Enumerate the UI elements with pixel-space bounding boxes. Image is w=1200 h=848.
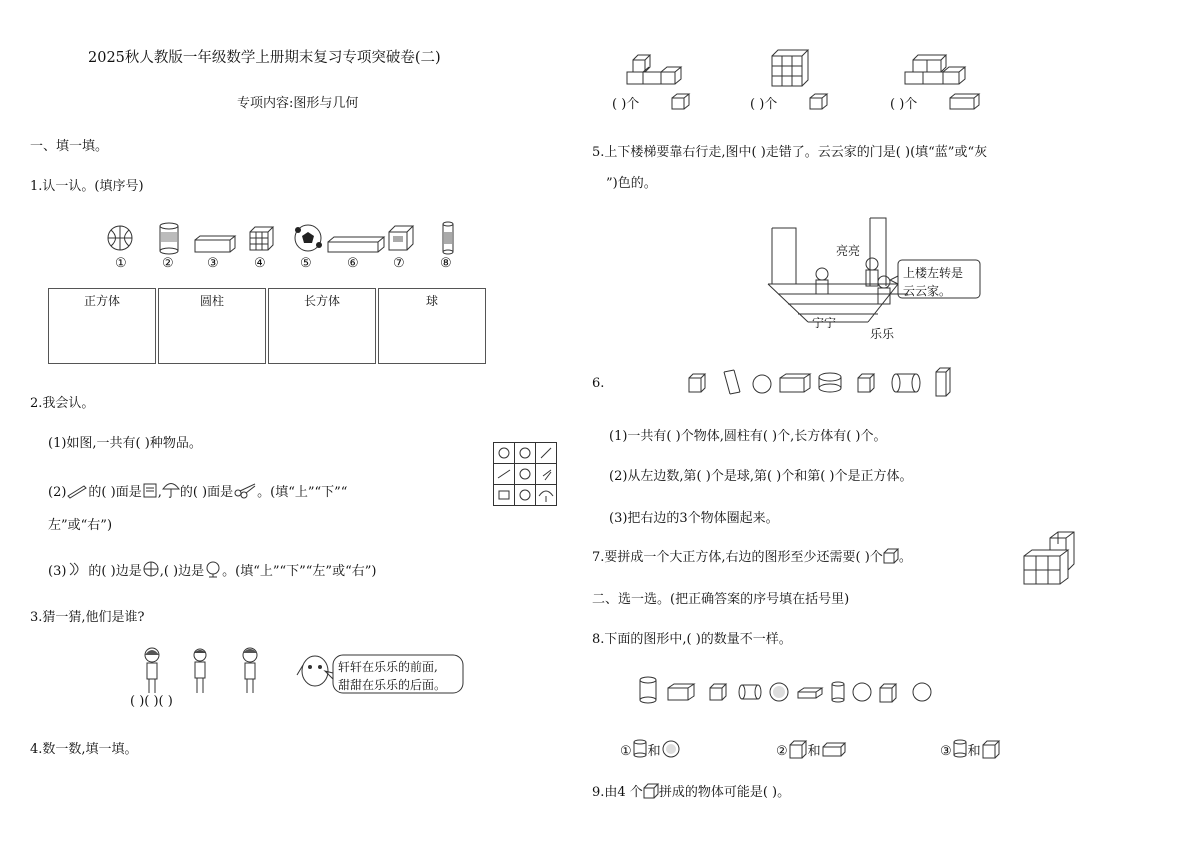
cuboid-icon — [821, 739, 847, 759]
and-text: 和 — [647, 744, 661, 759]
small-cube-icon — [808, 92, 830, 110]
question-8-shapes-row — [636, 676, 936, 708]
sphere-icon — [753, 375, 771, 393]
question-5-text-line-1: 5.上下楼梯要靠右行走,图中( )走错了。云云家的门是( )(填“蓝”或“灰 — [592, 145, 988, 160]
q4-blank-2: ( )个 — [750, 97, 778, 112]
object-number-4: ④ — [254, 256, 266, 271]
question-2-text: 2.我会认。 — [30, 396, 95, 411]
page-subtitle: 专项内容:图形与几何 — [237, 96, 359, 111]
long-box-cuboid-icon — [328, 237, 384, 252]
question-3-text: 3.猜一猜,他们是谁? — [30, 610, 145, 625]
scissors-icon — [233, 482, 257, 498]
question-2-part-1: (1)如图,一共有( )种物品。 — [48, 436, 202, 451]
small-cube-icon — [883, 548, 899, 564]
question-5-text-line-2: ”)色的。 — [606, 176, 657, 191]
cube-2-icon — [858, 374, 874, 392]
object-number-8: ⑧ — [440, 256, 452, 271]
globe-icon — [204, 561, 222, 577]
question-4-cube-stack-1 — [625, 50, 685, 86]
q3-bubble-line-2: 甜甜在乐乐的后面。 — [338, 678, 447, 692]
object-number-7: ⑦ — [393, 256, 405, 271]
q9-text-end: 拼成的物体可能是( )。 — [658, 785, 791, 800]
section-choose-heading: 二、选一选。(把正确答案的序号填在括号里) — [592, 592, 850, 607]
cuboid-icon — [780, 374, 810, 392]
question-1-text: 1.认一认。(填序号) — [30, 179, 144, 194]
classify-box-label: 正方体 — [83, 294, 120, 308]
cube-icon — [689, 374, 705, 392]
question-4-cube-stack-3 — [903, 50, 969, 86]
cube-icon — [981, 739, 1001, 759]
sphere-icon — [661, 739, 681, 759]
object-number-6: ⑥ — [347, 256, 359, 271]
classify-box-cylinder[interactable] — [158, 288, 266, 364]
q7-text-main: 7.要拼成一个大正方体,右边的图形至少还需要( )个 — [592, 550, 883, 565]
umbrella-icon — [162, 480, 180, 498]
name-ningning: 宁宁 — [812, 316, 837, 330]
object-number-1: ① — [115, 256, 127, 271]
small-cuboid-icon — [948, 92, 982, 110]
and-text: 和 — [967, 744, 981, 759]
question-7-cube-figure — [1020, 534, 1080, 586]
question-9-text — [592, 780, 790, 800]
question-4-cube-stack-2 — [768, 50, 818, 90]
option-number: ① — [620, 744, 632, 759]
classify-box-cuboid[interactable] — [268, 288, 376, 364]
q4-blank-1: ( )个 — [612, 97, 640, 112]
classify-box-label: 圆柱 — [199, 294, 224, 308]
question-2-part-3 — [48, 559, 376, 579]
mascot-icon — [297, 656, 328, 686]
pencil-icon — [66, 484, 88, 498]
blank-text: 的( )边是 — [88, 564, 142, 579]
section-fill-in-heading: 一、填一填。 — [30, 139, 109, 154]
q8-option-3[interactable] — [940, 735, 1001, 759]
classify-box-sphere[interactable] — [378, 288, 486, 364]
child-girl-2-icon — [243, 648, 257, 693]
q3-bubble-line-1: 轩轩在乐乐的前面, — [338, 660, 438, 674]
tilted-cylinder-icon — [724, 370, 740, 394]
tall-cuboid-icon — [936, 368, 950, 396]
question-6-part-2: (2)从左边数,第( )个是球,第( )个和第( )个是正方体。 — [609, 469, 913, 484]
question-4-text: 4.数一数,填一填。 — [30, 742, 138, 757]
q8-option-2[interactable] — [776, 735, 847, 759]
small-cube-icon — [643, 783, 659, 799]
question-2-part-2-cont: 左”或“右”) — [48, 518, 113, 533]
page-title: 2025秋人教版一年级数学上册期末复习专项突破卷(二) — [88, 50, 441, 66]
question-2-object-grid — [493, 442, 557, 506]
name-liangliang: 亮亮 — [836, 244, 861, 258]
object-number-3: ③ — [207, 256, 219, 271]
option-number: ② — [776, 744, 788, 759]
q4-blank-3: ( )个 — [890, 97, 918, 112]
question-6-part-3: (3)把右边的3个物体圈起来。 — [609, 511, 779, 526]
basketball-icon — [108, 226, 132, 250]
short-cylinder-icon — [819, 384, 841, 392]
cylinder-icon — [952, 739, 968, 759]
child-girl-icon — [145, 648, 159, 693]
hint-text: 。(填“上”“下”“左”或“右”) — [222, 564, 377, 579]
rubiks-cube-icon — [250, 227, 273, 250]
classify-box-cube[interactable] — [48, 288, 156, 364]
question-1-objects-figure — [100, 218, 470, 278]
ball-icon — [66, 561, 88, 577]
q9-text-start: 9.由4 个 — [592, 785, 643, 800]
object-number-5: ⑤ — [300, 256, 312, 271]
classify-box-label: 长方体 — [303, 294, 340, 308]
child-boy-icon — [194, 649, 206, 693]
can-cylinder-icon — [160, 223, 178, 254]
question-6-part-1: (1)一共有( )个物体,圆柱有( )个,长方体有( )个。 — [609, 429, 887, 444]
lying-cylinder-icon — [912, 374, 920, 392]
cube-icon — [788, 739, 808, 759]
name-lele: 乐乐 — [870, 327, 895, 341]
question-7-text — [592, 545, 912, 565]
gift-box-cube-icon — [389, 226, 413, 250]
q3-answer-blanks: ( )( )( ) — [130, 694, 173, 709]
cylinder-icon — [632, 739, 648, 759]
left-door — [772, 228, 796, 284]
q7-text-end: 。 — [898, 550, 912, 565]
milk-box-cuboid-icon — [195, 236, 235, 252]
and-text: 和 — [807, 744, 821, 759]
tall-cylinder-icon — [443, 222, 453, 254]
blank-text: 的( )面是 — [88, 485, 142, 500]
object-number-2: ② — [162, 256, 174, 271]
question-8-text: 8.下面的图形中,( )的数量不一样。 — [592, 632, 792, 647]
question-6-text: 6. — [592, 376, 605, 391]
question-6-objects-row — [686, 366, 958, 398]
hint-text: 。(填“上”“下”“ — [257, 485, 348, 500]
small-cube-icon — [670, 92, 692, 110]
option-number: ③ — [940, 744, 952, 759]
blank-text: 的( )面是 — [179, 485, 234, 500]
question-2-part-2 — [48, 478, 347, 500]
part-label: (3) — [48, 564, 67, 579]
q5-bubble-line-1: 上楼左转是 — [903, 266, 964, 280]
classify-box-label: 球 — [425, 294, 438, 308]
basketball-small-icon — [142, 561, 160, 577]
part-label: (2) — [48, 485, 67, 500]
soccer-ball-icon — [295, 225, 322, 251]
book-icon — [142, 482, 158, 498]
comma: , — [157, 485, 162, 500]
blank-text: ,( )边是 — [159, 564, 205, 579]
q8-option-1[interactable] — [620, 735, 681, 759]
q5-bubble-line-2: 云云家。 — [903, 284, 952, 298]
